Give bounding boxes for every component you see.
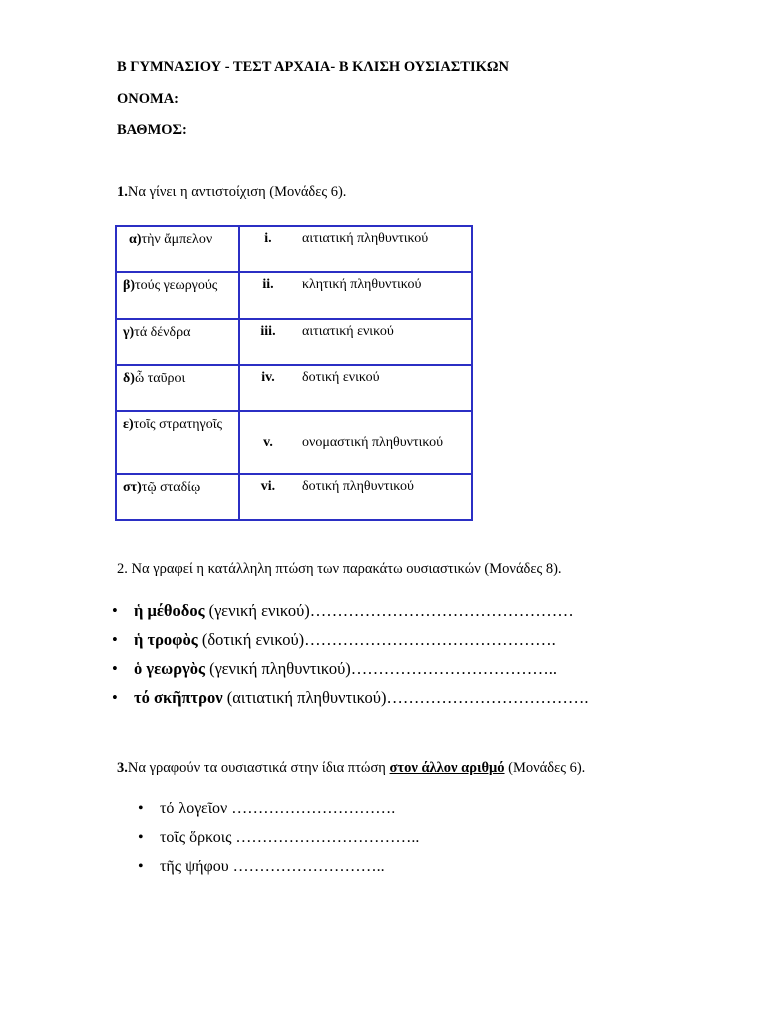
table-row bbox=[116, 319, 472, 365]
left-cell: α)τὴν ἄμπελον bbox=[116, 226, 239, 272]
bullet-icon: • bbox=[112, 688, 118, 707]
roman-numeral: ii. bbox=[239, 272, 296, 319]
exercise1-number: 1. bbox=[117, 184, 128, 200]
answer-line: (αιτιατική πληθυντικού)………………………………. bbox=[222, 688, 589, 707]
emphasis-text: στον άλλον αριθμό bbox=[389, 760, 505, 776]
table-row bbox=[116, 365, 472, 411]
bullet-icon: • bbox=[138, 858, 144, 875]
exercise1-text: Να γίνει η αντιστοίχιση (Μονάδες 6). bbox=[127, 184, 347, 200]
right-cell: κλητική πληθυντικού bbox=[296, 272, 472, 319]
left-cell: δ)ὦ ταῦροι bbox=[116, 365, 239, 411]
exercise3-number: 3. bbox=[117, 760, 128, 776]
bullet-icon: • bbox=[112, 630, 118, 649]
answer-line: (γενική ενικού)………………………………………… bbox=[204, 601, 574, 620]
answer-line: (δοτική ενικού)………………………………………. bbox=[197, 630, 556, 649]
noun: ὁ γεωργὸς bbox=[134, 659, 205, 678]
left-cell: στ)τῷ σταδίῳ bbox=[116, 474, 239, 520]
bullet-icon: • bbox=[138, 829, 144, 846]
list-item bbox=[112, 630, 589, 659]
page-title: Β ΓΥΜΝΑΣΙΟΥ - ΤΕΣΤ ΑΡΧΑΙΑ- Β ΚΛΙΣΗ ΟΥΣΙΑΣΤΙΚΩΝ bbox=[117, 59, 509, 75]
right-cell: δοτική πληθυντικού bbox=[302, 479, 414, 494]
right-cell: αιτιατική πληθυντικού bbox=[296, 226, 472, 272]
answer-line: τῆς ψήφου ……………………….. bbox=[160, 858, 385, 875]
list-item bbox=[112, 688, 589, 717]
list-item bbox=[112, 601, 589, 630]
right-cell: αιτιατική ενικού bbox=[296, 319, 472, 365]
table-row bbox=[116, 226, 472, 272]
list-item bbox=[138, 800, 419, 829]
bullet-icon: • bbox=[112, 601, 118, 620]
table-row bbox=[116, 272, 472, 319]
grade-label: ΒΑΘΜΟΣ: bbox=[117, 122, 187, 138]
roman-numeral: v. bbox=[239, 411, 296, 474]
noun: ἡ μέθοδος bbox=[134, 601, 205, 620]
left-cell: γ)τά δένδρα bbox=[116, 319, 239, 365]
matching-table bbox=[115, 225, 473, 521]
right-cell: δοτική ενικού bbox=[296, 365, 472, 411]
exercise2-instruction: 2. Να γραφεί η κατάλληλη πτώση των παρακάτω ουσιαστικών (Μονάδες 8). bbox=[117, 561, 562, 577]
table-row bbox=[116, 474, 472, 520]
exercise3-list bbox=[138, 800, 419, 887]
name-label: ΟΝΟΜΑ: bbox=[117, 91, 180, 107]
answer-line: τοῖς ὅρκοις …………………………….. bbox=[160, 829, 420, 846]
exercise1-instruction bbox=[117, 184, 346, 201]
list-item bbox=[112, 659, 589, 688]
list-item bbox=[138, 829, 419, 858]
list-item bbox=[138, 858, 419, 887]
noun: ἡ τροφὸς bbox=[134, 630, 198, 649]
bullet-icon: • bbox=[138, 800, 144, 817]
table-row bbox=[116, 411, 472, 474]
roman-numeral: vi. bbox=[260, 479, 276, 494]
right-cell: ονομαστική πληθυντικού bbox=[296, 411, 472, 474]
left-cell: β)τούς γεωργούς bbox=[116, 272, 239, 319]
answer-line: (γενική πληθυντικού)……………………………….. bbox=[204, 659, 558, 678]
answer-line: τό λογεῖον …………………………. bbox=[160, 800, 396, 817]
exercise2-list bbox=[112, 601, 589, 717]
roman-numeral: iii. bbox=[239, 319, 296, 365]
bullet-icon: • bbox=[112, 659, 118, 678]
left-cell: ε)τοῖς στρατηγοῖς bbox=[116, 411, 239, 474]
noun: τό σκῆπτρον bbox=[134, 688, 223, 707]
exercise3-instruction: 3.Να γραφούν τα ουσιαστικά στην ίδια πτώση στον άλλον αριθμό (Μονάδες 6). bbox=[117, 760, 586, 776]
roman-numeral: i. bbox=[239, 226, 296, 272]
roman-numeral: iv. bbox=[239, 365, 296, 411]
